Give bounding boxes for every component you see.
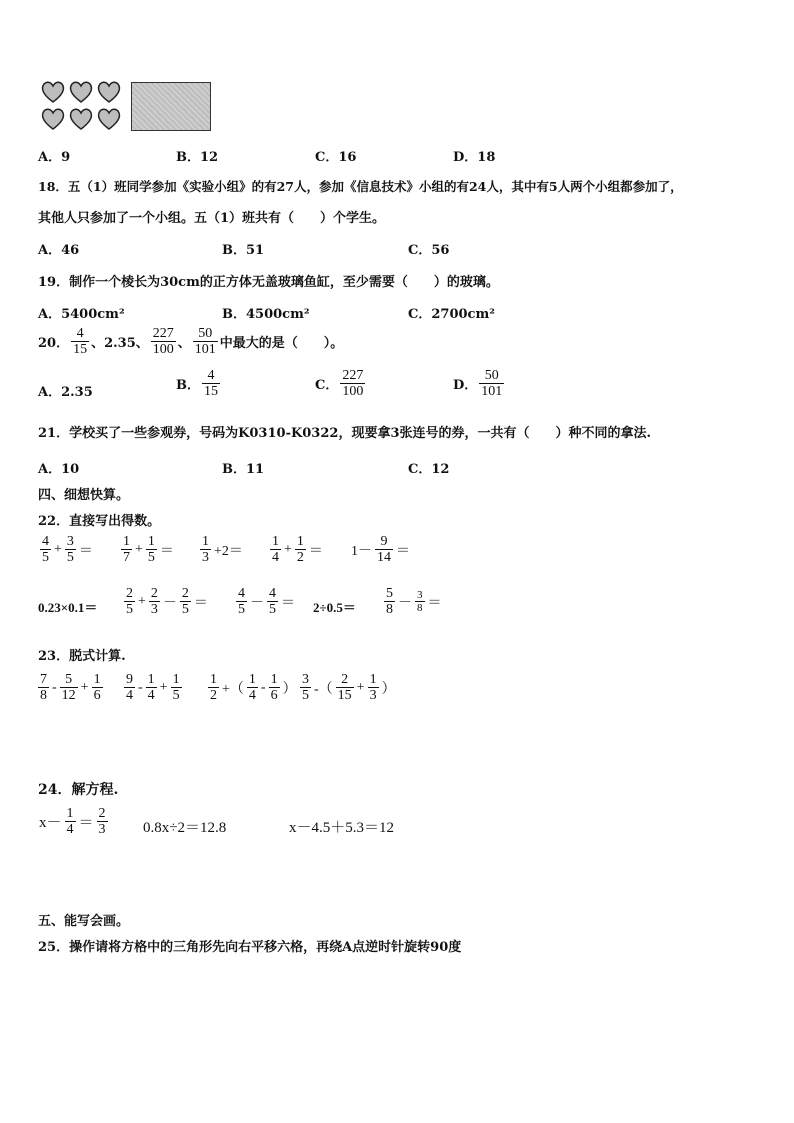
q19-text: 19．制作一个棱长为30cm的正方体无盖玻璃鱼缸，至少需要（ ）的玻璃。 <box>38 275 499 290</box>
q20-option-a: A．2.35 <box>38 385 93 400</box>
q22-expr: 0.23×0.1＝ <box>38 600 98 615</box>
q22-expr: $\frac{1}{4}$ + $\frac{1}{2}$ ＝ <box>272 534 323 566</box>
q24-title: 24．解方程. <box>38 782 119 798</box>
q22-title: 22．直接写出得数。 <box>38 514 161 529</box>
q17-option-a: A．9 <box>38 150 71 165</box>
heart-icon <box>96 107 122 131</box>
q25-text: 25．操作请将方格中的三角形先向右平移六格，再绕A点逆时针旋转90度 <box>38 940 462 955</box>
fraction: $\frac{227}{100}$ <box>342 368 364 400</box>
q22-expr: $\frac{1}{7}$ + $\frac{1}{5}$ ＝ <box>123 534 174 566</box>
q20-suffix: 中最大的是（ ）。 <box>219 336 344 352</box>
q18-option-c: C．56 <box>408 243 450 258</box>
q22-expr: $\frac{4}{5}$ － $\frac{4}{5}$ ＝ <box>238 586 295 618</box>
q18-text-line1: 18．五（1）班同学参加《实验小组》的有27人，参加《信息技术》小组的有24人，其中有5人两个小组都参加了， <box>38 179 683 194</box>
q21-text: 21．学校买了一些参观券，号码为K0310-K0322，现要拿3张连号的券，一共有（ ）种不同的拿法. <box>38 426 652 441</box>
q19-option-a: A．5400cm² <box>38 307 125 322</box>
q19-option-c: C．2700cm² <box>408 307 495 322</box>
fraction: $\frac{227}{100}$ <box>152 326 174 358</box>
q20-text <box>38 326 343 358</box>
section-4-heading: 四、细想快算。 <box>38 488 130 503</box>
q20-prefix: 20． <box>38 336 70 352</box>
hearts-figure <box>40 80 126 132</box>
q22-expr: $\frac{2}{5}$ + $\frac{2}{3}$ － $\frac{2}{5}$ ＝ <box>126 586 208 618</box>
fraction: $\frac{4}{15}$ <box>204 368 218 400</box>
q22-expr: $\frac{5}{8}$ － $\frac{3}{8}$ ＝ <box>386 586 442 618</box>
q24-equation: 0.8x÷2＝12.8 <box>143 820 227 836</box>
q24-equation: x－4.5＋5.3＝12 <box>289 820 395 836</box>
q20-mid2: 、 <box>177 336 191 352</box>
fraction: $\frac{4}{15}$ <box>73 326 88 358</box>
q18-text-line2: 其他人只参加了一个小组。五（1）班共有（ ）个学生。 <box>38 211 386 226</box>
q23-expr: $\frac{3}{5}$ -（ $\frac{2}{15}$ + $\frac{1}{3}$ ） <box>302 672 396 704</box>
fraction: $\frac{50}{101}$ <box>194 326 216 358</box>
heart-icon <box>96 80 122 104</box>
q20-option-d: D． $\frac{50}{101}$ <box>453 368 503 400</box>
q21-option-b: B．11 <box>222 462 265 477</box>
q17-option-b: B．12 <box>176 150 219 165</box>
heart-icon <box>40 107 66 131</box>
q23-expr: $\frac{9}{4}$ - $\frac{1}{4}$ + $\frac{1}{5}$ <box>126 672 180 704</box>
section-5-heading: 五、能写会画。 <box>38 914 130 929</box>
q18-option-a: A．46 <box>38 243 80 258</box>
heart-icon <box>40 80 66 104</box>
q22-expr: 2÷0.5＝ <box>313 600 356 615</box>
q20-option-b: B． $\frac{4}{15}$ <box>176 368 218 400</box>
q23-expr: $\frac{7}{8}$ - $\frac{5}{12}$ + $\frac{1}{6}$ <box>40 672 101 704</box>
q24-equation: x－ $\frac{1}{4}$ ＝ $\frac{2}{3}$ <box>39 806 106 838</box>
heart-icon <box>68 80 94 104</box>
q20-mid1: 、2.35、 <box>91 336 149 352</box>
fraction: $\frac{50}{101}$ <box>481 368 503 400</box>
q22-expr: $\frac{4}{5}$ + $\frac{3}{5}$ ＝ <box>42 534 93 566</box>
q21-option-a: A．10 <box>38 462 80 477</box>
q20-option-c: C． $\frac{227}{100}$ <box>315 368 364 400</box>
grey-rectangle-figure <box>131 82 211 131</box>
q18-option-b: B．51 <box>222 243 265 258</box>
q19-option-b: B．4500cm² <box>222 307 310 322</box>
q22-expr: 1－ $\frac{9}{14}$ ＝ <box>351 534 410 566</box>
q21-option-c: C．12 <box>408 462 450 477</box>
q23-expr: $\frac{1}{2}$ +（ $\frac{1}{4}$ - $\frac{1}{6}$ ） <box>210 672 297 704</box>
q23-title: 23．脱式计算. <box>38 649 126 664</box>
q22-expr: $\frac{1}{3}$ +2＝ <box>202 534 243 566</box>
heart-icon <box>68 107 94 131</box>
q17-option-d: D．18 <box>453 150 496 165</box>
q17-option-c: C．16 <box>315 150 357 165</box>
